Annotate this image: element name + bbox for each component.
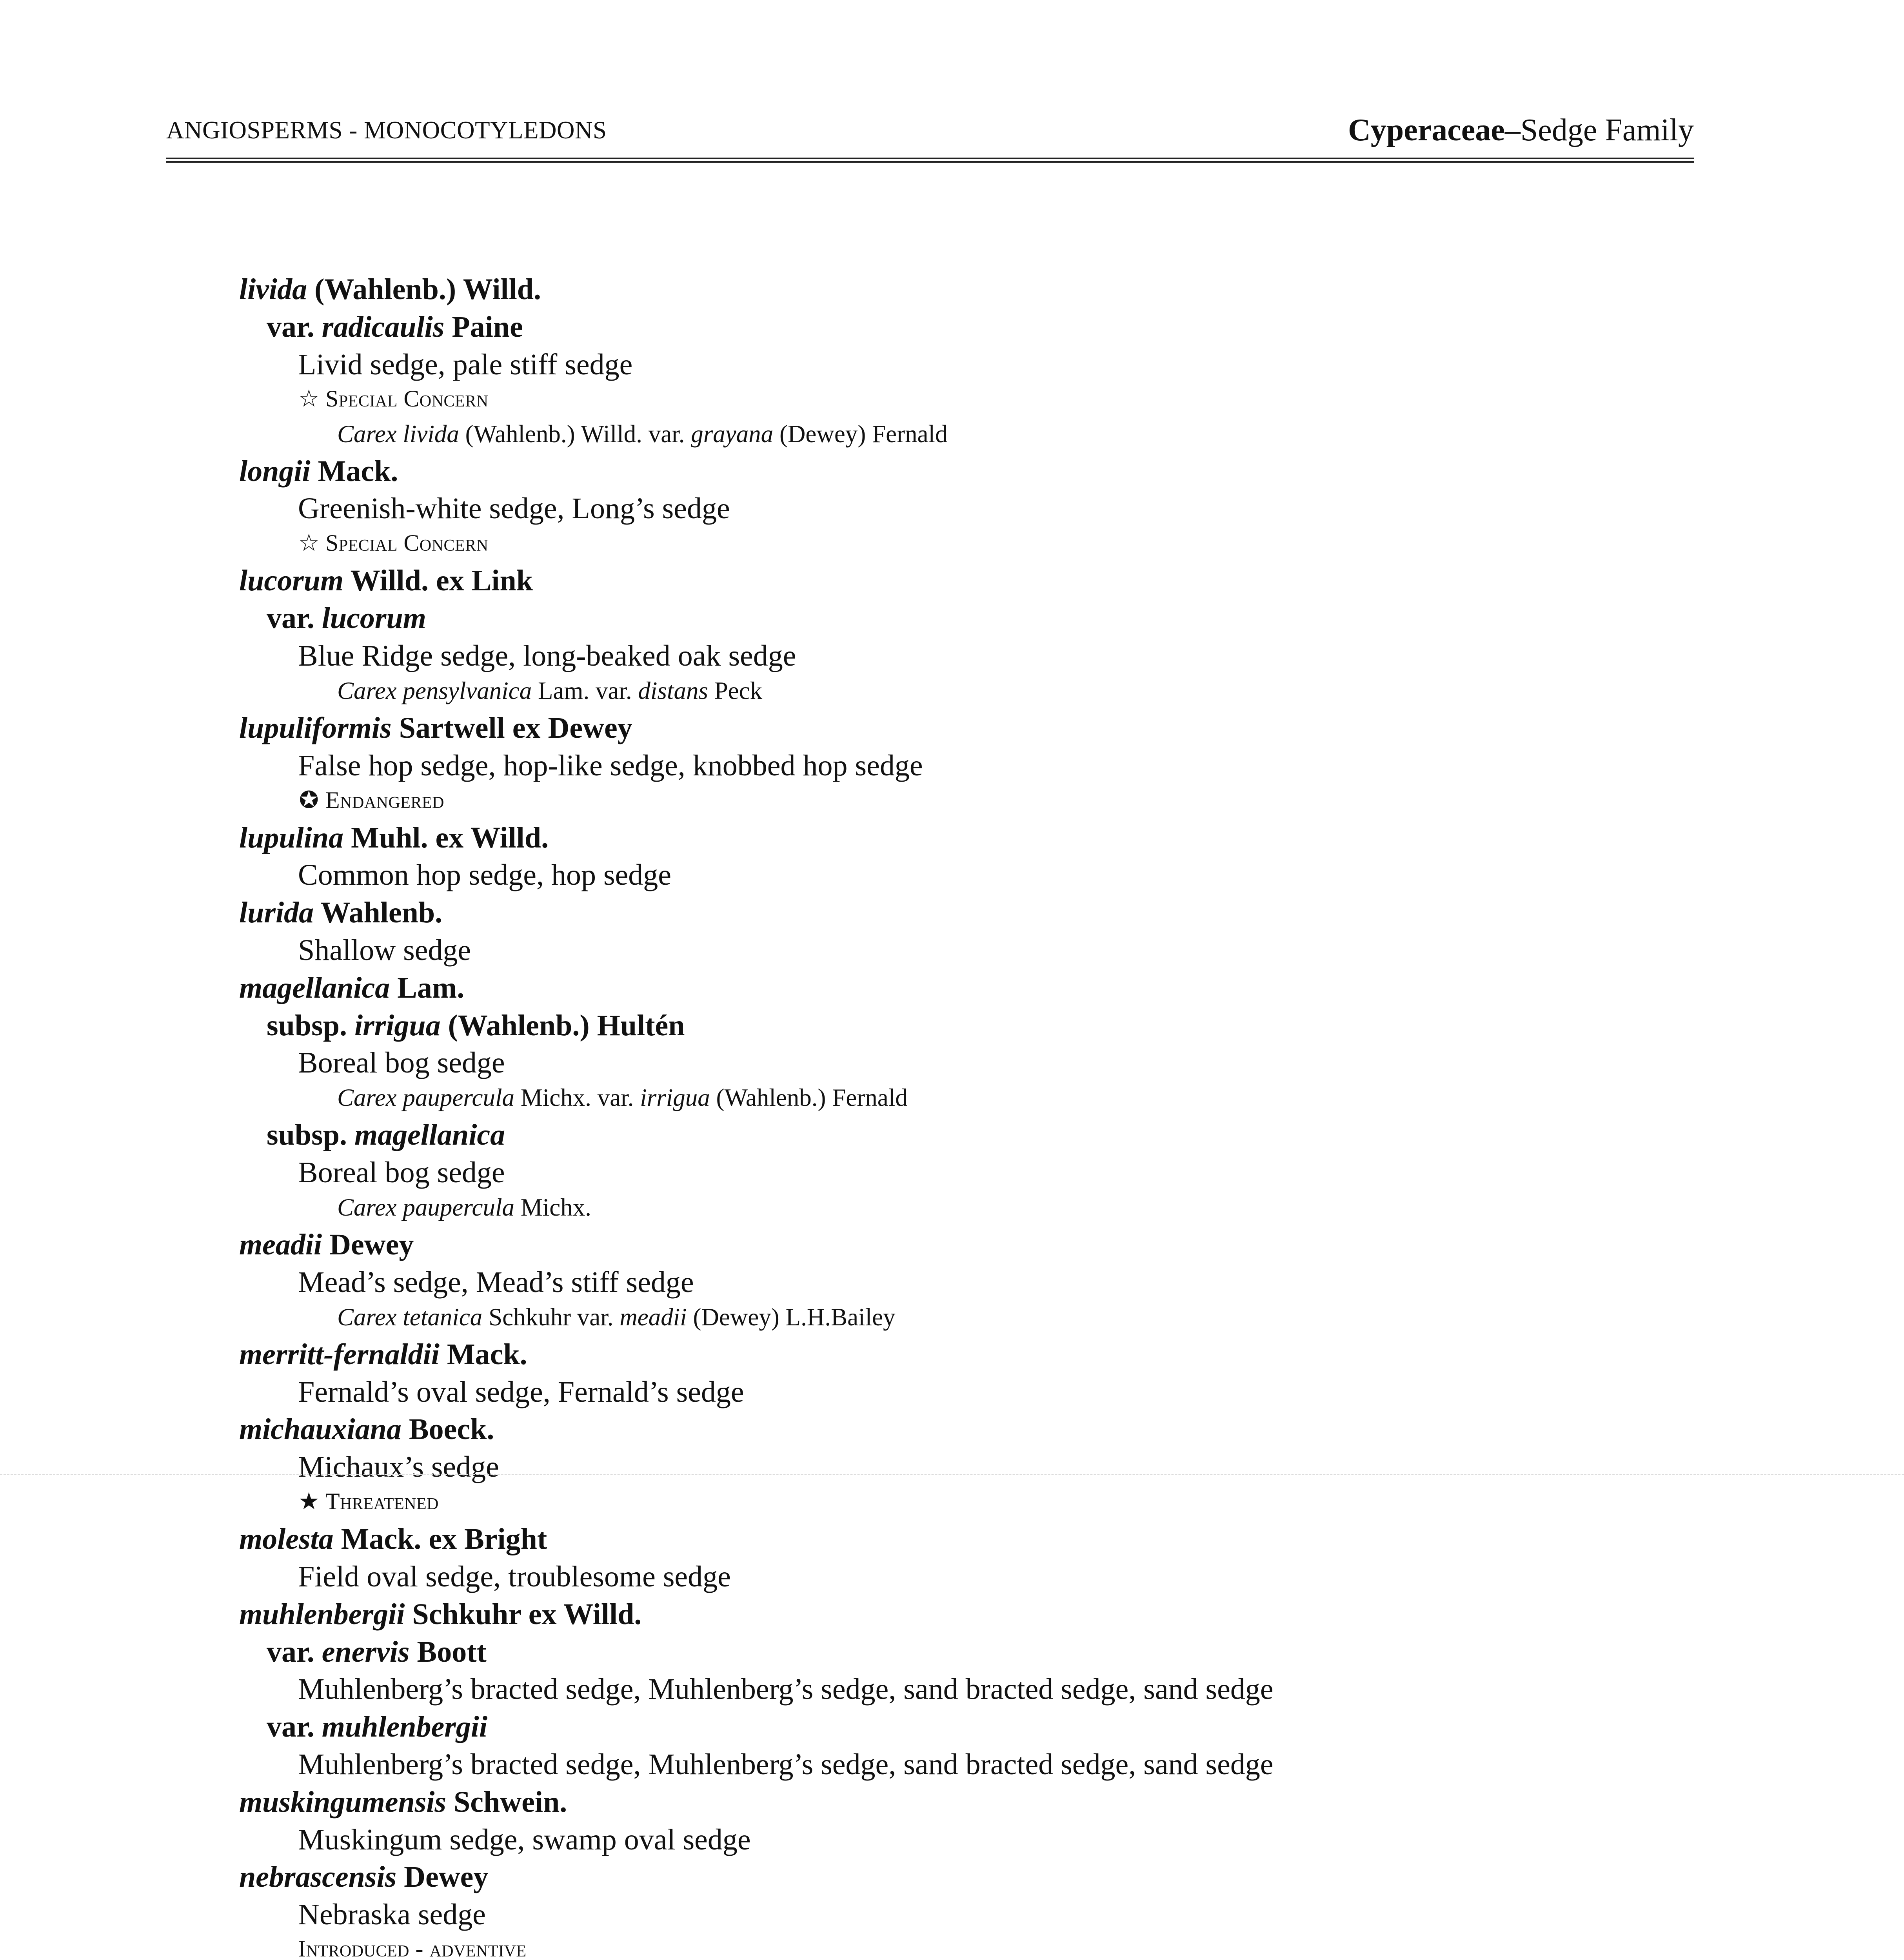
status-text: Special Concern [325,386,489,412]
infraspecific-authority: Paine [452,310,523,343]
infraspecific-epithet: lucorum [322,602,426,635]
species-epithet: muskingumensis [239,1786,446,1818]
species-entry [239,272,541,307]
conservation-status [298,1488,439,1515]
species-entry [239,711,632,745]
synonym-roman-part: (Wahlenb.) Willd. var. [459,420,691,448]
synonym-italic-part: Carex tetanica [337,1303,483,1331]
species-entry [239,1338,527,1372]
species-epithet: lucorum [239,564,344,597]
status-text: Endangered [325,787,444,813]
infraspecific-entry [267,310,523,344]
common-names: Field oval sedge, troublesome sedge [298,1560,731,1593]
species-authority: Willd. ex Link [350,564,533,597]
common-names: Nebraska sedge [298,1898,486,1931]
common-names: Mead’s sedge, Mead’s stiff sedge [298,1266,694,1299]
species-entry [239,896,442,930]
species-entry [239,1785,567,1819]
synonym-italic-part: Carex paupercula [337,1084,514,1111]
infraspecific-epithet: enervis [322,1635,410,1668]
species-epithet: molesta [239,1523,334,1555]
species-authority: Lam. [397,971,465,1004]
rank-label: var. [267,1710,314,1743]
species-epithet: nebrascensis [239,1860,397,1893]
synonym-roman-part: Schkuhr var. [482,1303,620,1331]
infraspecific-authority: Boott [417,1635,487,1668]
species-authority: Dewey [404,1860,489,1893]
synonym-italic-part: meadii [620,1303,687,1331]
common-names: Blue Ridge sedge, long-beaked oak sedge [298,639,796,672]
infraspecific-epithet: radicaulis [322,310,445,343]
species-entry [239,1860,488,1894]
common-names: Livid sedge, pale stiff sedge [298,348,633,381]
synonym-italic-part: irrigua [640,1084,710,1111]
infraspecific-entry [267,601,426,635]
species-authority: Dewey [329,1228,414,1261]
common-names: Common hop sedge, hop sedge [298,858,672,891]
synonym-italic-part: Carex paupercula [337,1194,514,1221]
conservation-status [298,529,489,557]
infraspecific-epithet: irrigua [354,1009,441,1042]
section-title: ANGIOSPERMS - MONOCOTYLEDONS [166,116,607,144]
common-names: Greenish-white sedge, Long’s sedge [298,492,730,525]
species-entry [239,971,464,1005]
species-entry [239,1597,641,1632]
species-epithet: muhlenbergii [239,1598,405,1631]
species-authority: Schkuhr ex Willd. [412,1598,642,1631]
species-authority: (Wahlenb.) Willd. [314,273,541,306]
synonym-italic-part: grayana [691,420,774,448]
species-entry [239,821,549,855]
synonym-roman-part: (Dewey) L.H.Bailey [687,1303,896,1331]
endangered-icon: ✪ [299,787,319,813]
species-entry [239,1412,494,1446]
common-names: False hop sedge, hop-like sedge, knobbed hop sedge [298,749,923,782]
infraspecific-entry [267,1710,487,1744]
common-names: Muskingum sedge, swamp oval sedge [298,1823,751,1856]
species-authority: Mack. ex Bright [341,1523,547,1555]
synonym-roman-part: (Dewey) Fernald [773,420,948,448]
species-epithet: michauxiana [239,1413,402,1446]
special-concern-icon: ☆ [298,386,320,412]
synonym-roman-part: (Wahlenb.) Fernald [710,1084,908,1111]
synonym [337,1303,896,1332]
species-authority: Schwein. [454,1786,567,1818]
scan-artifact-line [0,1474,1904,1475]
species-entry [239,1228,414,1262]
species-entry [239,564,533,598]
infraspecific-epithet: muhlenbergii [322,1710,488,1743]
common-names: Boreal bog sedge [298,1156,505,1189]
synonym [337,677,762,705]
status-text: Special Concern [325,530,489,556]
status-text: Introduced - adventive [298,1936,527,1960]
family-name: Cyperaceae [1348,113,1505,147]
synonym-roman-part: Peck [708,677,763,704]
species-authority: Mack. [318,455,398,488]
rank-label: var. [267,310,314,343]
conservation-status [298,1935,527,1960]
common-names: Michaux’s sedge [298,1450,499,1483]
threatened-icon: ★ [298,1488,320,1514]
synonym-roman-part: Michx. var. [514,1084,640,1111]
synonym [337,420,948,448]
infraspecific-entry [267,1118,505,1152]
infraspecific-authority: (Wahlenb.) Hultén [448,1009,685,1042]
species-epithet: livida [239,273,307,306]
species-authority: Boeck. [409,1413,494,1446]
synonym-italic-part: Carex livida [337,420,459,448]
rank-label: subsp. [267,1009,347,1042]
special-concern-icon: ☆ [298,530,320,556]
rank-label: subsp. [267,1118,347,1151]
conservation-status [298,786,444,814]
species-authority: Sartwell ex Dewey [399,711,632,744]
synonym [337,1083,908,1112]
species-epithet: longii [239,455,311,488]
species-entry [239,454,398,488]
rank-label: var. [267,602,314,635]
species-epithet: lupuliformis [239,711,392,744]
common-names: Fernald’s oval sedge, Fernald’s sedge [298,1376,744,1408]
common-names: Boreal bog sedge [298,1046,505,1079]
common-names: Muhlenberg’s bracted sedge, Muhlenberg’s sedge, sand bracted sedge, sand sedge [298,1748,1274,1781]
species-epithet: meadii [239,1228,322,1261]
species-entry [239,1522,547,1556]
infraspecific-epithet: magellanica [354,1118,505,1151]
species-authority: Mack. [447,1338,527,1371]
conservation-status [298,385,489,412]
species-epithet: merritt-fernaldii [239,1338,440,1371]
common-names: Muhlenberg’s bracted sedge, Muhlenberg’s sedge, sand bracted sedge, sand sedge [298,1673,1274,1706]
species-epithet: lurida [239,896,314,929]
infraspecific-entry [267,1635,487,1669]
family-common: –Sedge Family [1504,113,1694,147]
status-text: Threatened [325,1488,439,1514]
synonym-italic-part: Carex pensylvanica [337,677,532,704]
synonym-roman-part: Lam. var. [532,677,638,704]
synonym [337,1193,591,1222]
infraspecific-entry [267,1009,685,1043]
rank-label: var. [267,1635,314,1668]
species-authority: Wahlenb. [320,896,443,929]
species-epithet: magellanica [239,971,390,1004]
species-authority: Muhl. ex Willd. [351,821,549,854]
species-epithet: lupulina [239,821,344,854]
synonym-italic-part: distans [638,677,708,704]
common-names: Shallow sedge [298,934,471,967]
synonym-roman-part: Michx. [514,1194,591,1221]
